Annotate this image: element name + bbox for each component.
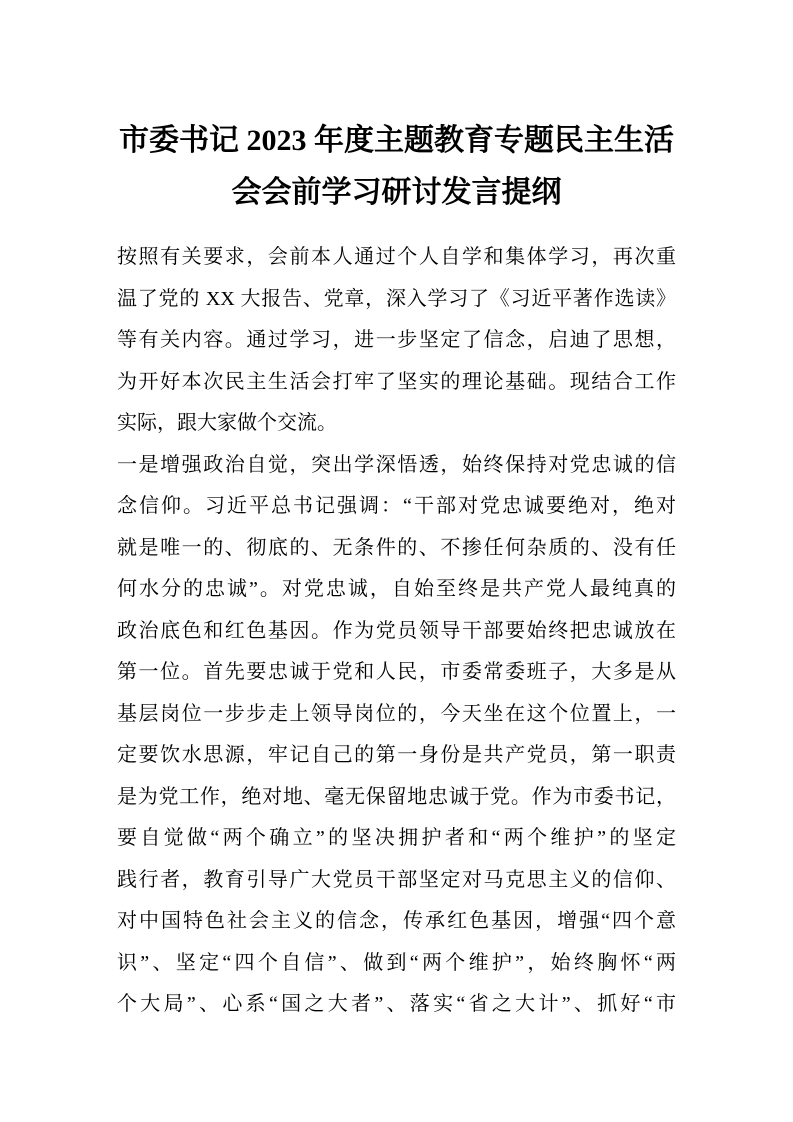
body-line: 践行者，教育引导广大党员干部坚定对马克思主义的信仰、 [117, 868, 676, 891]
body-line: 念信仰。习近平总书记强调：“干部对党忠诚要绝对，绝对 [117, 495, 676, 517]
body-line: 实际，跟大家做个交流。 [117, 412, 337, 434]
body-line: 第一位。首先要忠诚于党和人民，市委常委班子，大多是从 [117, 661, 676, 683]
body-line: 何水分的忠诚”。对党忠诚，自始至终是共产党人最纯真的 [117, 578, 676, 600]
body-line: 个大局”、心系“国之大者”、落实“省之大计”、抓好“市 [117, 993, 676, 1015]
body-line: 等有关内容。通过学习，进一步坚定了信念，启迪了思想， [117, 329, 676, 351]
body-line: 按照有关要求，会前本人通过个人自学和集体学习，再次重 [117, 246, 676, 268]
body-line: 是为党工作，绝对地、毫无保留地忠诚于党。作为市委书记， [117, 785, 676, 808]
document-title [117, 0, 676, 219]
paragraph [117, 445, 676, 1026]
document-title-line-2: 会会前学习研讨发言提纲 [231, 176, 562, 209]
paragraph [117, 237, 676, 445]
document-body [117, 237, 676, 1026]
body-line: 对中国特色社会主义的信念，传承红色基因，增强“四个意 [117, 910, 676, 932]
body-line: 基层岗位一步步走上领导岗位的，今天坐在这个位置上，一 [117, 702, 676, 725]
body-line: 定要饮水思源，牢记自己的第一身份是共产党员，第一职责 [117, 744, 676, 766]
body-line: 为开好本次民主生活会打牢了坚实的理论基础。现结合工作 [117, 370, 676, 393]
body-line: 一是增强政治自觉，突出学深悟透，始终保持对党忠诚的信 [117, 453, 676, 476]
document-title-line-1: 市委书记 2023 年度主题教育专题民主生活 [119, 124, 674, 157]
body-line: 温了党的 XX 大报告、党章，深入学习了《习近平著作选读》 [117, 287, 676, 310]
body-line: 要自觉做“两个确立”的坚决拥护者和“两个维护”的坚定 [117, 827, 676, 849]
body-line: 政治底色和红色基因。作为党员领导干部要始终把忠诚放在 [117, 619, 676, 642]
body-line: 就是唯一的、彻底的、无条件的、不掺任何杂质的、没有任 [117, 536, 676, 559]
body-line: 识”、坚定“四个自信”、做到“两个维护”，始终胸怀“两 [117, 951, 676, 974]
